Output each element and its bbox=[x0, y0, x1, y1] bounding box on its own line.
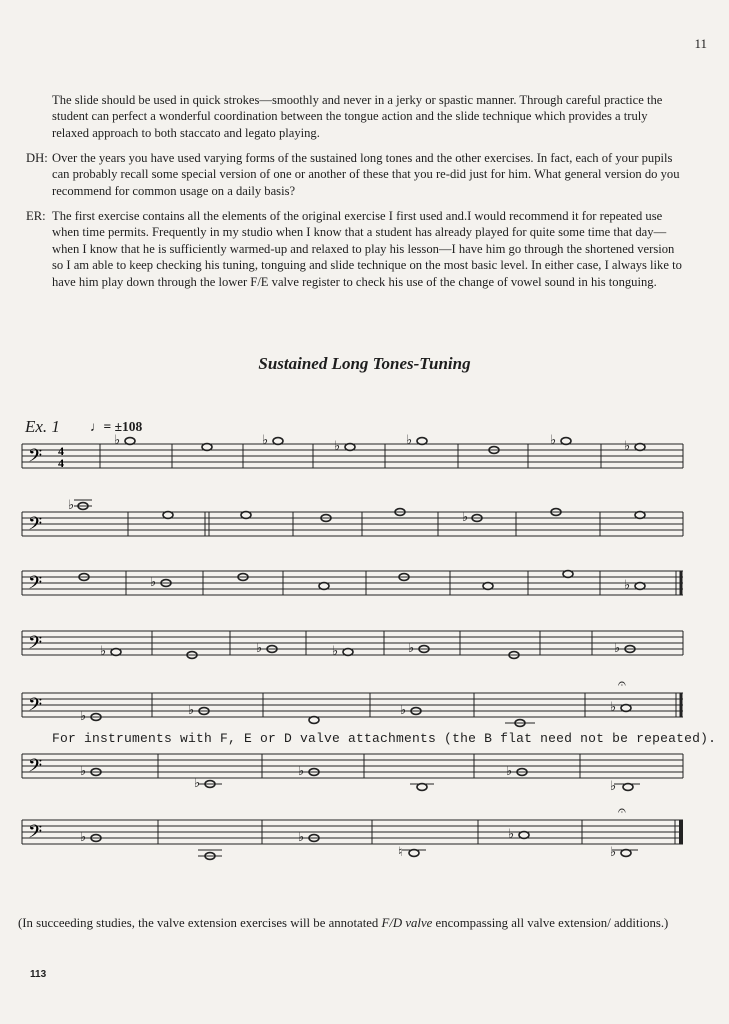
dialogue-text: Over the years you have used varying forms of the sustained long tones and the other exercises. In fact, each of your pupils can probably recall some special version of one or another of these that you re-did just for him. What general version do you recommend for common usage on a daily basis? bbox=[52, 151, 680, 198]
section-title: Sustained Long Tones-Tuning bbox=[258, 354, 471, 373]
dialogue-text: The first exercise contains all the elements of the original exercise I first used and.I would recommend it for repeated use when time permits. Frequently in my studio when I know that a student has already played for quite some time that day—when I know that he is sufficiently warmed-up and relaxed to play his lesson—I have him go through the shortened version so I am able to keep checking his tuning, tonguing and slide technique on the most basic level. In either case, I always like to have him play down through the lower F/E valve register to check his use of the change of vowel sound in his tonguing. bbox=[52, 209, 682, 289]
staff-7 bbox=[22, 804, 683, 859]
svg-text:♭: ♭ bbox=[610, 844, 617, 859]
svg-text:♭: ♭ bbox=[550, 432, 557, 447]
staff-3 bbox=[22, 571, 683, 597]
footnote-text: encompassing all valve extension/ additions.) bbox=[432, 916, 669, 930]
bass-clef-icon: 𝄢 bbox=[28, 632, 43, 657]
footer-page-number: 113 bbox=[30, 969, 47, 980]
staff-5 bbox=[22, 677, 683, 726]
svg-text:♭: ♭ bbox=[80, 829, 87, 844]
time-signature: 4 bbox=[58, 444, 64, 458]
svg-text:♭: ♭ bbox=[100, 643, 107, 658]
example-label: Ex. 1 bbox=[25, 417, 60, 436]
svg-text:♭: ♭ bbox=[114, 432, 121, 447]
svg-text:♭: ♭ bbox=[624, 438, 631, 453]
svg-text:♭: ♭ bbox=[408, 640, 415, 655]
svg-text:♭: ♭ bbox=[624, 577, 631, 592]
fermata-icon: 𝄐 bbox=[618, 677, 626, 692]
bass-clef-icon: 𝄢 bbox=[28, 694, 43, 719]
svg-text:♭: ♭ bbox=[256, 640, 263, 655]
speaker-label: DH: bbox=[26, 151, 48, 165]
svg-text:♭: ♭ bbox=[610, 778, 617, 793]
time-signature: 4 bbox=[58, 456, 64, 470]
svg-text:♭: ♭ bbox=[262, 432, 269, 447]
staff-6 bbox=[22, 754, 683, 793]
notes bbox=[91, 705, 631, 727]
svg-text:♭: ♭ bbox=[80, 708, 87, 723]
svg-text:♭: ♭ bbox=[332, 643, 339, 658]
tempo-marking: ♩= ±108 bbox=[90, 419, 143, 434]
svg-text:♭: ♭ bbox=[610, 699, 617, 714]
footnote bbox=[18, 914, 698, 933]
svg-text:♭: ♭ bbox=[194, 775, 201, 790]
bass-clef-icon: 𝄢 bbox=[28, 755, 43, 780]
footnote-emphasis: F/D valve bbox=[381, 916, 433, 930]
bass-clef-icon: 𝄢 bbox=[28, 821, 43, 846]
fermata-icon: 𝄐 bbox=[618, 804, 626, 819]
notes bbox=[111, 646, 635, 659]
svg-text:♭: ♭ bbox=[298, 763, 305, 778]
notes bbox=[79, 571, 645, 590]
svg-text:♭: ♭ bbox=[334, 438, 341, 453]
valve-attachment-instruction: For instruments with F, E or D valve attachments (the B flat need not be repeated). bbox=[52, 731, 717, 746]
svg-text:♭: ♭ bbox=[150, 574, 157, 589]
svg-text:♭: ♭ bbox=[188, 702, 195, 717]
svg-text:♭: ♭ bbox=[80, 763, 87, 778]
speaker-label: ER: bbox=[26, 209, 46, 223]
intro-paragraph: The slide should be used in quick strokes—smoothly and never in a jerky or spastic manner. Through careful practice the student can perfect a wonderful coordination between the tongue action and the slide technique which provides a truly relaxed approach to both staccato and legato playing. bbox=[52, 93, 663, 140]
svg-text:♭: ♭ bbox=[614, 640, 621, 655]
footnote-text: (In succeeding studies, the valve extension exercises will be annotated bbox=[18, 916, 382, 930]
svg-text:♮: ♮ bbox=[398, 844, 403, 859]
staff-4 bbox=[22, 631, 683, 658]
staff-2 bbox=[22, 497, 683, 538]
svg-text:♭: ♭ bbox=[508, 826, 515, 841]
notes bbox=[91, 832, 631, 860]
svg-text:♭: ♭ bbox=[68, 497, 75, 512]
page-number: 11 bbox=[694, 36, 707, 51]
bass-clef-icon: 𝄢 bbox=[28, 572, 43, 597]
svg-text:♭: ♭ bbox=[506, 763, 513, 778]
bass-clef-icon: 𝄢 bbox=[28, 513, 43, 538]
svg-text:♭: ♭ bbox=[400, 702, 407, 717]
svg-text:♭: ♭ bbox=[406, 432, 413, 447]
bass-clef-icon: 𝄢 bbox=[28, 445, 43, 470]
svg-text:♭: ♭ bbox=[462, 509, 469, 524]
staff-1 bbox=[22, 432, 683, 470]
svg-text:♭: ♭ bbox=[298, 829, 305, 844]
